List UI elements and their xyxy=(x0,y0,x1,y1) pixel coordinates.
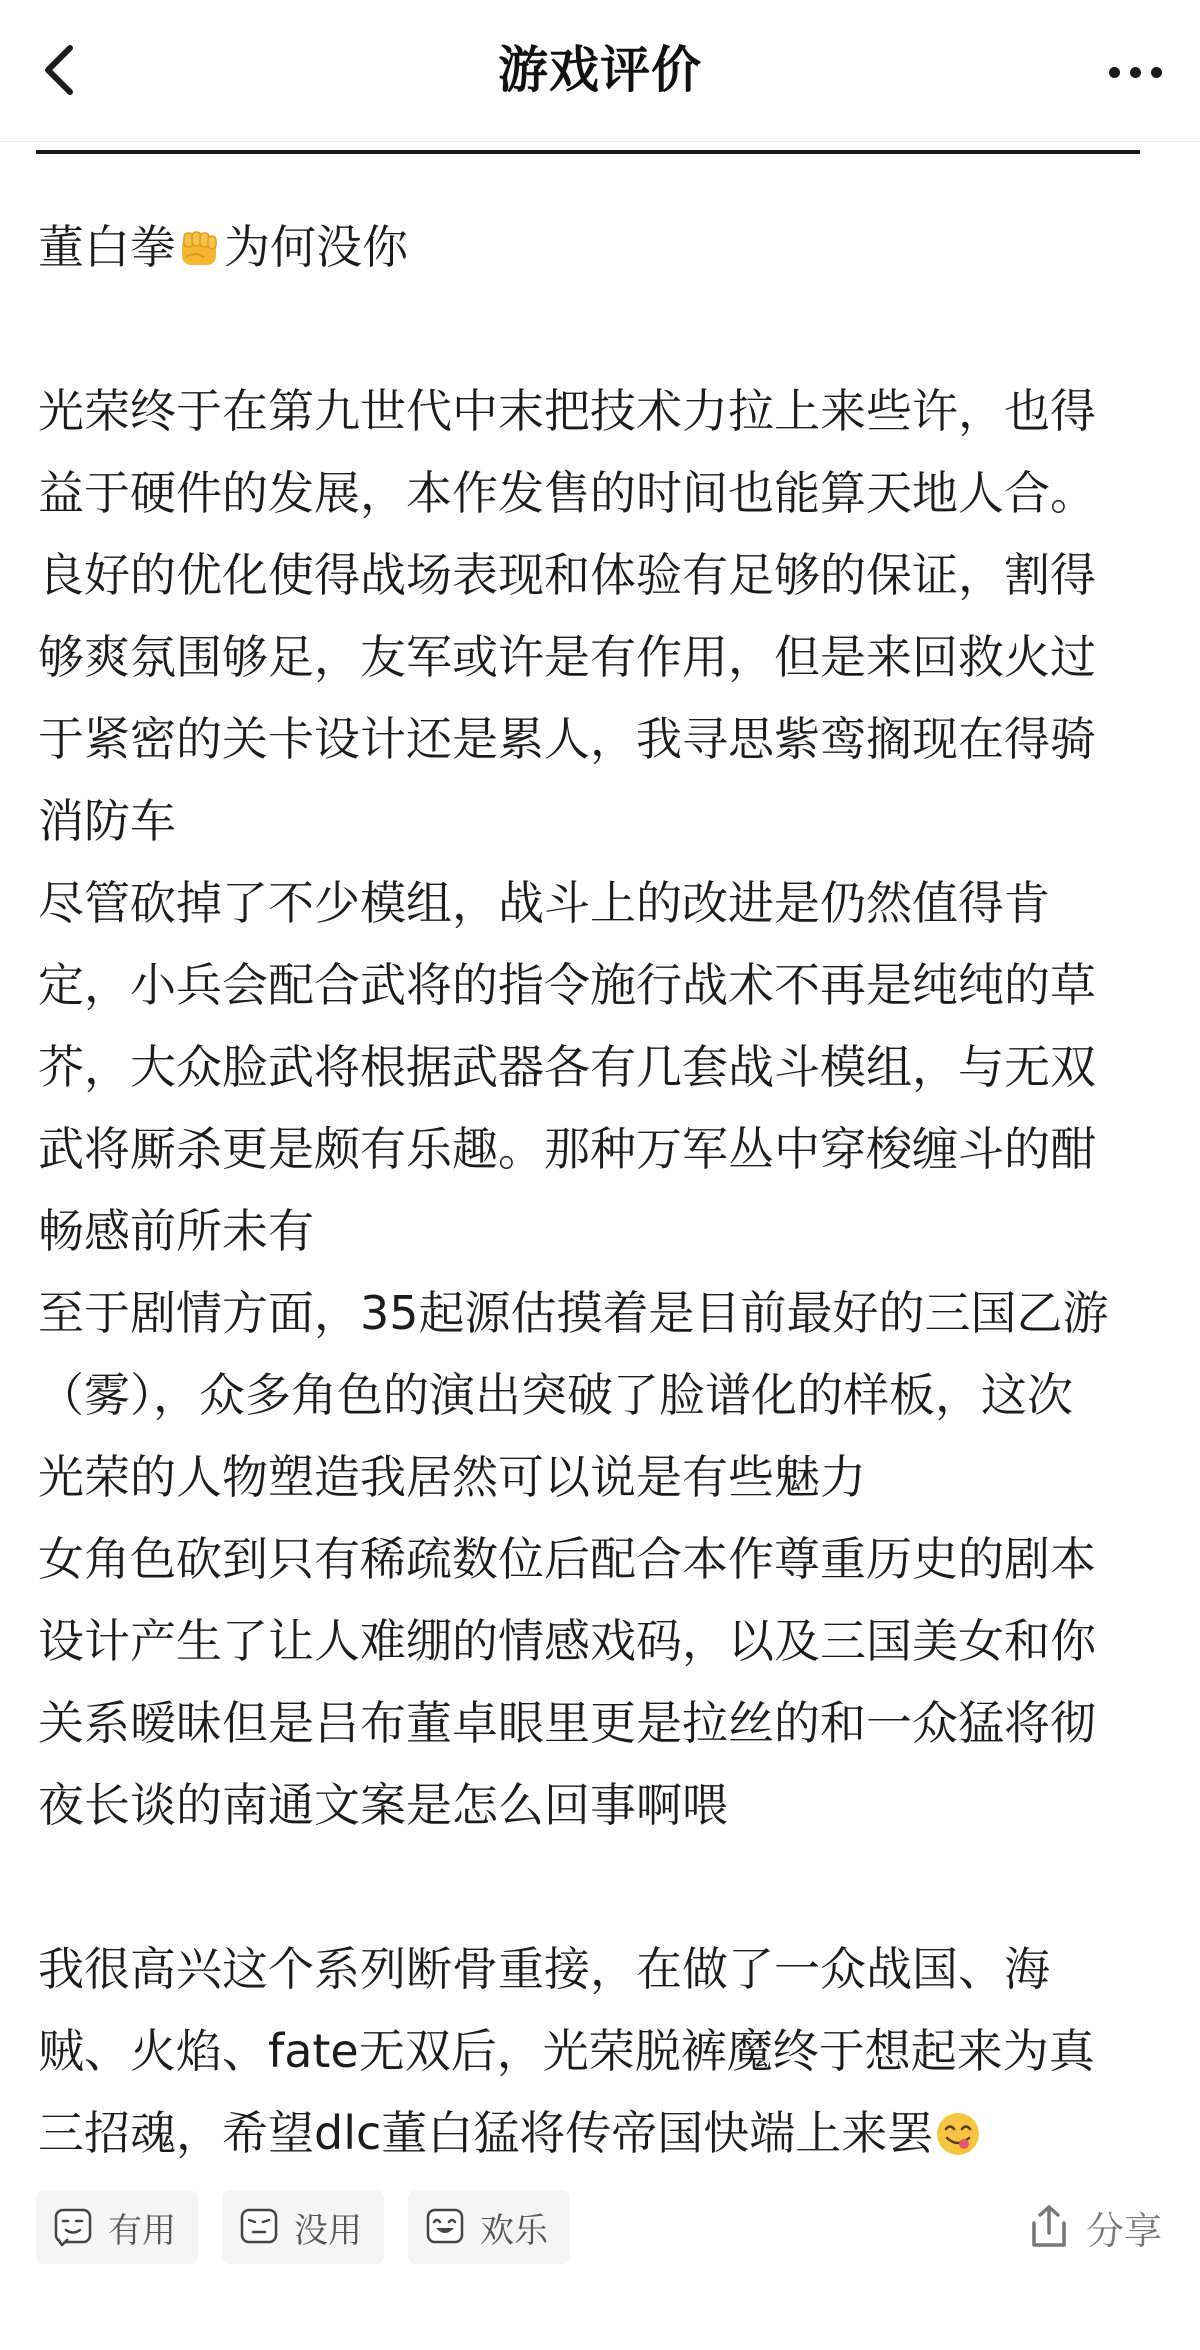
share-icon xyxy=(1026,2203,1072,2251)
review-body xyxy=(38,206,1168,2174)
review-title-line xyxy=(38,206,1168,288)
review-line: 芥，大众脸武将根据武器各有几套战斗模组，与无双 xyxy=(38,1040,1096,1094)
review-title-before: 董白拳 xyxy=(38,220,176,274)
useless-face-icon xyxy=(238,2205,282,2249)
share-label: 分享 xyxy=(1085,2208,1162,2253)
more-dots-icon xyxy=(1109,67,1120,78)
review-line: 光荣终于在第九世代中末把技术力拉上来些许，也得 xyxy=(38,384,1096,438)
review-line: 武将厮杀更是颇有乐趣。那种万军丛中穿梭缠斗的酣 xyxy=(38,1122,1096,1176)
useful-face-icon xyxy=(52,2205,96,2249)
review-line: 良好的优化使得战场表现和体验有足够的保证，割得 xyxy=(38,548,1096,602)
review-line: 贼、火焰、fate无双后，光荣脱裤魔终于想起来为真 xyxy=(38,2024,1095,2078)
page-title: 游戏评价 xyxy=(498,41,702,99)
review-line: （雾），众多角色的演出突破了脸谱化的样板，这次 xyxy=(38,1368,1073,1422)
review-line: 我很高兴这个系列断骨重接，在做了一众战国、海 xyxy=(38,1942,1050,1996)
header-divider xyxy=(0,141,1200,142)
review-title-after: 为何没你 xyxy=(224,220,408,274)
review-closing-line xyxy=(38,2092,1168,2174)
review-line: 尽管砍掉了不少模组，战斗上的改进是仍然值得肯 xyxy=(38,876,1050,930)
yum-emoji-icon xyxy=(935,2111,981,2157)
review-line: 关系暧昧但是吕布董卓眼里更是拉丝的和一众猛将彻 xyxy=(38,1696,1096,1750)
review-line: 消防车 xyxy=(38,794,176,848)
review-line: 畅感前所未有 xyxy=(38,1204,314,1258)
review-closing-text: 三招魂，希望dlc董白猛将传帝国快端上来罢 xyxy=(38,2106,934,2160)
funny-label: 欢乐 xyxy=(480,2210,548,2251)
useless-label: 没用 xyxy=(294,2210,362,2251)
review-line: 于紧密的关卡设计还是累人，我寻思紫鸾搁现在得骑 xyxy=(38,712,1096,766)
more-button[interactable] xyxy=(1100,44,1170,100)
review-line: 女角色砍到只有稀疏数位后配合本作尊重历史的剧本 xyxy=(38,1532,1096,1586)
useful-button[interactable] xyxy=(36,2190,198,2264)
useful-label: 有用 xyxy=(108,2210,176,2251)
useless-button[interactable] xyxy=(222,2190,384,2264)
review-line: 设计产生了让人难绷的情感戏码，以及三国美女和你 xyxy=(38,1614,1096,1668)
fist-emoji-icon xyxy=(178,227,222,271)
content-top-rule xyxy=(36,150,1140,154)
review-line: 光荣的人物塑造我居然可以说是有些魅力 xyxy=(38,1450,866,1504)
funny-face-icon xyxy=(424,2205,468,2249)
review-line: 够爽氛围够足，友军或许是有作用，但是来回救火过 xyxy=(38,630,1096,684)
review-line: 至于剧情方面，35起源估摸着是目前最好的三国乙游 xyxy=(38,1286,1109,1340)
top-bar xyxy=(0,0,1200,140)
funny-button[interactable] xyxy=(408,2190,570,2264)
review-line: 益于硬件的发展，本作发售的时间也能算天地人合。 xyxy=(38,466,1096,520)
share-button[interactable] xyxy=(1026,2190,1162,2264)
review-line: 夜长谈的南通文案是怎么回事啊喂 xyxy=(38,1778,728,1832)
review-line: 定，小兵会配合武将的指令施行战术不再是纯纯的草 xyxy=(38,958,1096,1012)
reaction-bar xyxy=(36,2190,570,2264)
